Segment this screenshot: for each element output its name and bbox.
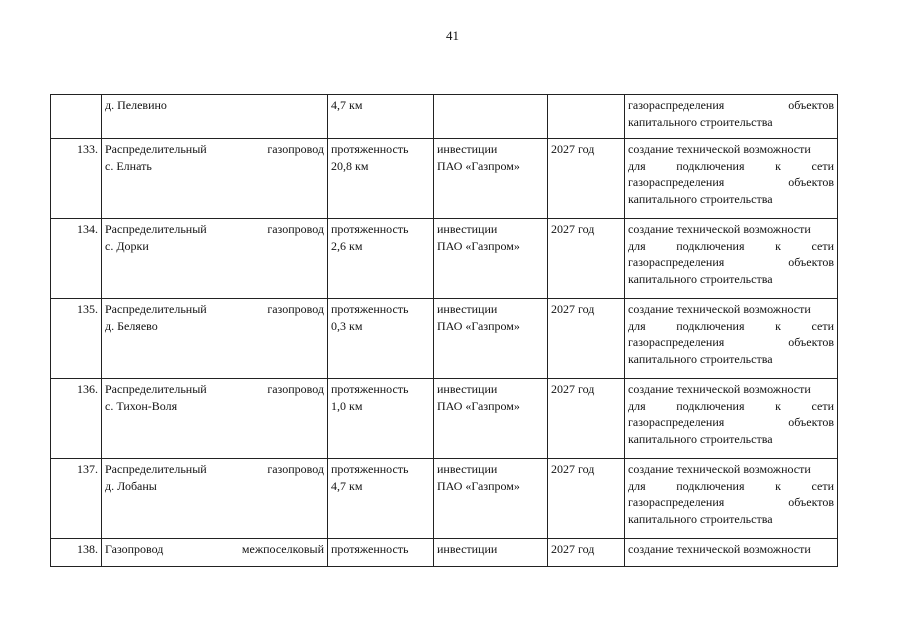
funding-source-cell (434, 379, 548, 459)
funding-label: инвестиции (437, 462, 498, 476)
purpose-text: капитального строительства (628, 431, 773, 446)
funding-source-cell (434, 299, 548, 379)
purpose-word: объектов (788, 415, 834, 429)
purpose-word: газораспределения (628, 255, 725, 269)
object-location: д. Беляево (105, 318, 158, 333)
parameter-label: протяженность (331, 302, 409, 316)
object-name-word: газопровод (267, 382, 324, 396)
purpose-word: газораспределения (628, 335, 725, 349)
year-cell: 2027 год (548, 539, 625, 567)
object-location: с. Тихон-Воля (105, 398, 178, 413)
purpose-word: сети (811, 398, 834, 413)
object-name-word: Распределительный (105, 222, 207, 236)
purpose-cell (625, 95, 838, 139)
object-name-cell (102, 299, 328, 379)
purpose-word: объектов (788, 335, 834, 349)
funding-source-cell (434, 139, 548, 219)
funding-company: ПАО «Газпром» (437, 238, 520, 253)
parameter-cell (328, 139, 434, 219)
object-name-word: газопровод (267, 462, 324, 476)
object-name-word: газопровод (267, 222, 324, 236)
parameter-label: протяженность (331, 142, 409, 156)
year-cell: 2027 год (548, 459, 625, 539)
object-name-word: Распределительный (105, 302, 207, 316)
purpose-word: к (775, 478, 781, 493)
parameter-value: 1,0 км (331, 398, 363, 413)
purpose-word: сети (811, 478, 834, 493)
funding-company: ПАО «Газпром» (437, 478, 520, 493)
object-name-word: Распределительный (105, 382, 207, 396)
table-row (51, 459, 838, 539)
parameter-label: протяженность (331, 462, 409, 476)
purpose-word: подключения (676, 158, 745, 173)
funding-label: инвестиции (437, 382, 498, 396)
purpose-word: сети (811, 158, 834, 173)
object-name-word: газопровод (267, 142, 324, 156)
table-row (51, 539, 838, 567)
purpose-word: газораспределения (628, 98, 725, 112)
purpose-word: подключения (676, 318, 745, 333)
funding-source-cell (434, 95, 548, 139)
purpose-word: газораспределения (628, 495, 725, 509)
table-row (51, 299, 838, 379)
year-cell (548, 95, 625, 139)
purpose-word: газораспределения (628, 415, 725, 429)
parameter-value: 0,3 км (331, 318, 363, 333)
parameter-value: 4,7 км (331, 98, 363, 112)
parameter-label: протяженность (331, 222, 409, 236)
year-cell: 2027 год (548, 219, 625, 299)
purpose-word: к (775, 318, 781, 333)
document-table (50, 94, 838, 567)
purpose-word: к (775, 158, 781, 173)
purpose-text: создание технической возможности (628, 302, 811, 316)
purpose-word: для (628, 158, 646, 173)
row-number: 134. (51, 219, 102, 299)
funding-label: инвестиции (437, 142, 498, 156)
object-name-cell (102, 95, 328, 139)
funding-company: ПАО «Газпром» (437, 318, 520, 333)
purpose-word: объектов (788, 175, 834, 189)
funding-company: ПАО «Газпром» (437, 398, 520, 413)
purpose-text: создание технической возможности (628, 462, 811, 476)
year-cell: 2027 год (548, 299, 625, 379)
purpose-word: подключения (676, 238, 745, 253)
purpose-cell (625, 299, 838, 379)
object-name-text: д. Пелевино (105, 98, 167, 112)
object-name-word: Газопровод (105, 542, 164, 556)
purpose-word: объектов (788, 98, 834, 112)
row-number: 136. (51, 379, 102, 459)
object-location: с. Дорки (105, 238, 149, 253)
parameter-cell (328, 539, 434, 567)
year-cell: 2027 год (548, 379, 625, 459)
purpose-word: для (628, 398, 646, 413)
purpose-word: к (775, 398, 781, 413)
page-number: 41 (446, 28, 459, 43)
purpose-text: капитального строительства (628, 271, 773, 286)
object-name-cell (102, 219, 328, 299)
object-name-cell (102, 379, 328, 459)
parameter-label: протяженность (331, 382, 409, 396)
purpose-text: капитального строительства (628, 114, 773, 129)
parameter-cell (328, 379, 434, 459)
funding-label: инвестиции (437, 222, 498, 236)
row-number: 135. (51, 299, 102, 379)
object-location: д. Лобаны (105, 478, 157, 493)
parameter-cell (328, 219, 434, 299)
purpose-text: капитального строительства (628, 191, 773, 206)
purpose-cell (625, 219, 838, 299)
purpose-word: объектов (788, 255, 834, 269)
row-number: 137. (51, 459, 102, 539)
object-name-cell (102, 139, 328, 219)
parameter-value: 2,6 км (331, 238, 363, 253)
purpose-word: объектов (788, 495, 834, 509)
purpose-word: для (628, 478, 646, 493)
funding-source-cell (434, 459, 548, 539)
purpose-text: создание технической возможности (628, 382, 811, 396)
purpose-word: подключения (676, 398, 745, 413)
parameter-cell (328, 459, 434, 539)
purpose-word: к (775, 238, 781, 253)
object-name-cell (102, 459, 328, 539)
object-name-word: газопровод (267, 302, 324, 316)
purpose-word: газораспределения (628, 175, 725, 189)
parameter-value: 4,7 км (331, 478, 363, 493)
object-name-word: межпоселковый (241, 542, 324, 556)
object-name-word: Распределительный (105, 142, 207, 156)
year-cell: 2027 год (548, 139, 625, 219)
table-row (51, 139, 838, 219)
object-location: с. Елнать (105, 158, 152, 173)
purpose-text: создание технической возможности (628, 142, 811, 156)
parameter-cell (328, 299, 434, 379)
purpose-word: для (628, 318, 646, 333)
funding-company: ПАО «Газпром» (437, 158, 520, 173)
purpose-text: капитального строительства (628, 511, 773, 526)
purpose-text: капитального строительства (628, 351, 773, 366)
object-name-cell (102, 539, 328, 567)
parameter-cell (328, 95, 434, 139)
purpose-text: создание технической возможности (628, 222, 811, 236)
funding-label: инвестиции (437, 302, 498, 316)
purpose-cell (625, 139, 838, 219)
table-row (51, 219, 838, 299)
purpose-word: для (628, 238, 646, 253)
purpose-word: сети (811, 318, 834, 333)
purpose-text: создание технической возможности (628, 542, 811, 556)
funding-source-cell (434, 539, 548, 567)
table-row (51, 95, 838, 139)
row-number (51, 95, 102, 139)
row-number: 133. (51, 139, 102, 219)
purpose-cell (625, 379, 838, 459)
funding-source-cell (434, 219, 548, 299)
object-name-word: Распределительный (105, 462, 207, 476)
table-row (51, 379, 838, 459)
parameter-value: 20,8 км (331, 158, 369, 173)
funding-label: инвестиции (437, 542, 498, 556)
purpose-word: сети (811, 238, 834, 253)
purpose-cell (625, 539, 838, 567)
purpose-cell (625, 459, 838, 539)
parameter-label: протяженность (331, 542, 409, 556)
row-number: 138. (51, 539, 102, 567)
purpose-word: подключения (676, 478, 745, 493)
